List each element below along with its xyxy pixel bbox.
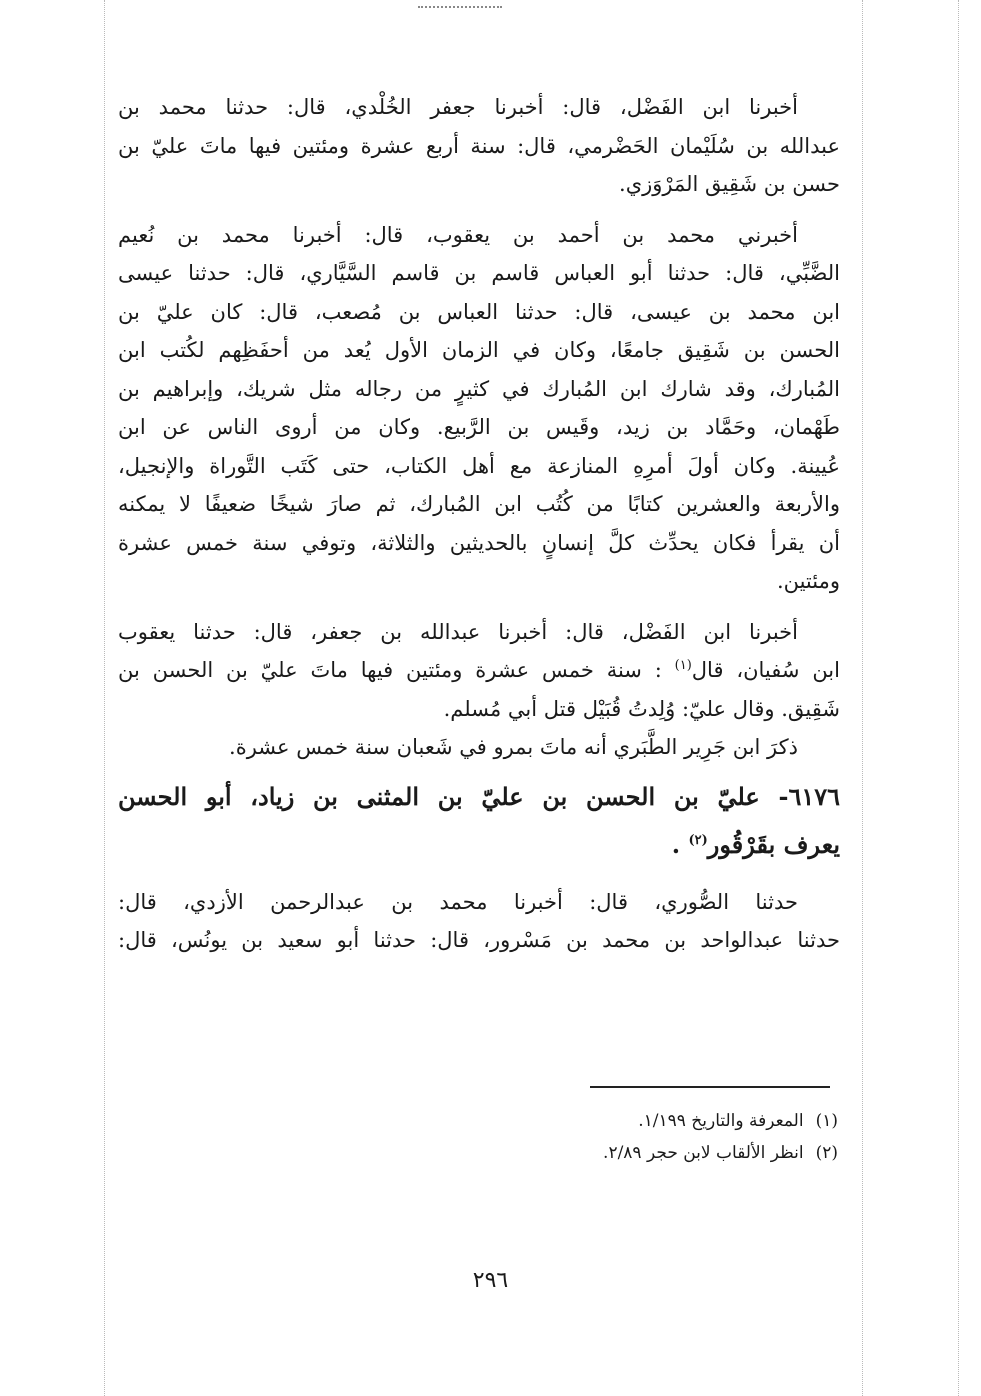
text-line: حسن بن شَقِيق المَرْوَزي. (619, 172, 840, 196)
entry-title: يعرف بقَرْقُور (707, 829, 840, 859)
text-line (118, 651, 840, 690)
entry-title: عليّ بن الحسن بن عليّ بن المثنى بن زياد، أبو الحسن (118, 781, 760, 811)
text-line: المُبارك، وقد شارك ابن المُبارك في كثيرٍ من رجاله مثل شريك، وإبراهيم بن (118, 376, 840, 401)
text-line: ذكرَ ابن جَرِير الطَّبَري أنه ماتَ بمرو في شَعبان سنة خمس عشرة. (229, 735, 798, 759)
text-line: حدثنا عبدالواحد بن محمد بن مَسْرور، قال: حدثنا أبو سعيد بن يونُس، قال: (118, 928, 840, 952)
footnote-text: انظر الألقاب لابن حجر ٢/٨٩. (603, 1143, 804, 1163)
text-line: والأربعة والعشرين كتابًا من كُتُب ابن المُبارك، ثم صارَ شيخًا ضعيفًا لا يمكنه (118, 492, 840, 516)
text-segment: ابن سُفيان، قال (691, 658, 840, 682)
text-line: حدثنا الصُّوري، قال: أخبرنا محمد بن عبدالرحمن الأزدي، قال: (118, 889, 798, 914)
text-line: الضَّبِّي، قال: حدثنا أبو العباس قاسم بن قاسم السَّيَّاري، قال: حدثنا عيسى (118, 261, 840, 285)
entry-heading (118, 773, 840, 821)
text-line: الحسن بن شَقِيق جامعًا، وكان في الزمان الأول يُعد من أحفَظِهم لكُتب ابن (118, 338, 840, 362)
entry-number: ٦١٧٦- (778, 781, 840, 811)
footnotes (400, 1105, 838, 1169)
main-text (118, 88, 840, 960)
text-line: شَقِيق. وقال عليّ: وُلِدتُ قُبَيْل قتل أبي مُسلم. (443, 696, 840, 721)
footnote-text: المعرفة والتاريخ ١/١٩٩. (638, 1111, 804, 1131)
page-number: ٢٩٦ (472, 1268, 509, 1293)
text-line: ابن محمد بن عيسى، قال: حدثنا العباس بن مُصعب، قال: كان عليّ بن (118, 299, 840, 324)
footnote (400, 1105, 838, 1137)
scan-guide-line (958, 0, 959, 1396)
scan-guide-line (862, 0, 863, 1396)
footnote-separator (590, 1086, 830, 1088)
scan-guide-line (104, 0, 105, 1396)
footnote (400, 1137, 838, 1169)
text-line: أن يقرأ فكان يحدِّث كلَّ إنسانٍ بالحديثين والثلاثة، وتوفي سنة خمس عشرة (118, 530, 840, 555)
footnote-ref[interactable]: (١) (674, 658, 692, 673)
text-segment: : سنة خمس عشرة ومئتين فيها ماتَ عليّ بن الحسن بن (118, 658, 662, 682)
scan-top-mark (418, 0, 502, 8)
text-line: عُيينة. وكان أولَ أمرِهِ المنازعة مع أهل الكتاب، حتى كَتَب التَّوراة والإنجيل، (118, 453, 840, 478)
text-line: أخبرني محمد بن أحمد بن يعقوب، قال: أخبرنا محمد بن نُعيم (118, 222, 798, 247)
text-line: عبدالله بن سُلَيْمان الحَضْرمي، قال: سنة أربع عشرة ومئتين فيها ماتَ عليّ بن (118, 133, 840, 158)
footnote-number: (٢) (815, 1143, 838, 1163)
text-line: أخبرنا ابن الفَضْل، قال: أخبرنا عبدالله بن جعفر، قال: حدثنا يعقوب (118, 619, 798, 644)
entry-heading-line (118, 821, 840, 869)
text-line: ومئتين. (776, 569, 840, 593)
text-line: طَهْمان، وحَمَّاد بن زيد، وقَيس بن الرَّبيع. وكان من أروى الناس عن ابن (118, 415, 840, 439)
footnote-ref[interactable]: (٢) (688, 832, 708, 848)
text-line: أخبرنا ابن الفَضْل، قال: أخبرنا جعفر الخُلْدي، قال: حدثنا محمد بن (118, 95, 798, 119)
text-segment: . (671, 829, 681, 859)
footnote-number: (١) (815, 1111, 838, 1131)
